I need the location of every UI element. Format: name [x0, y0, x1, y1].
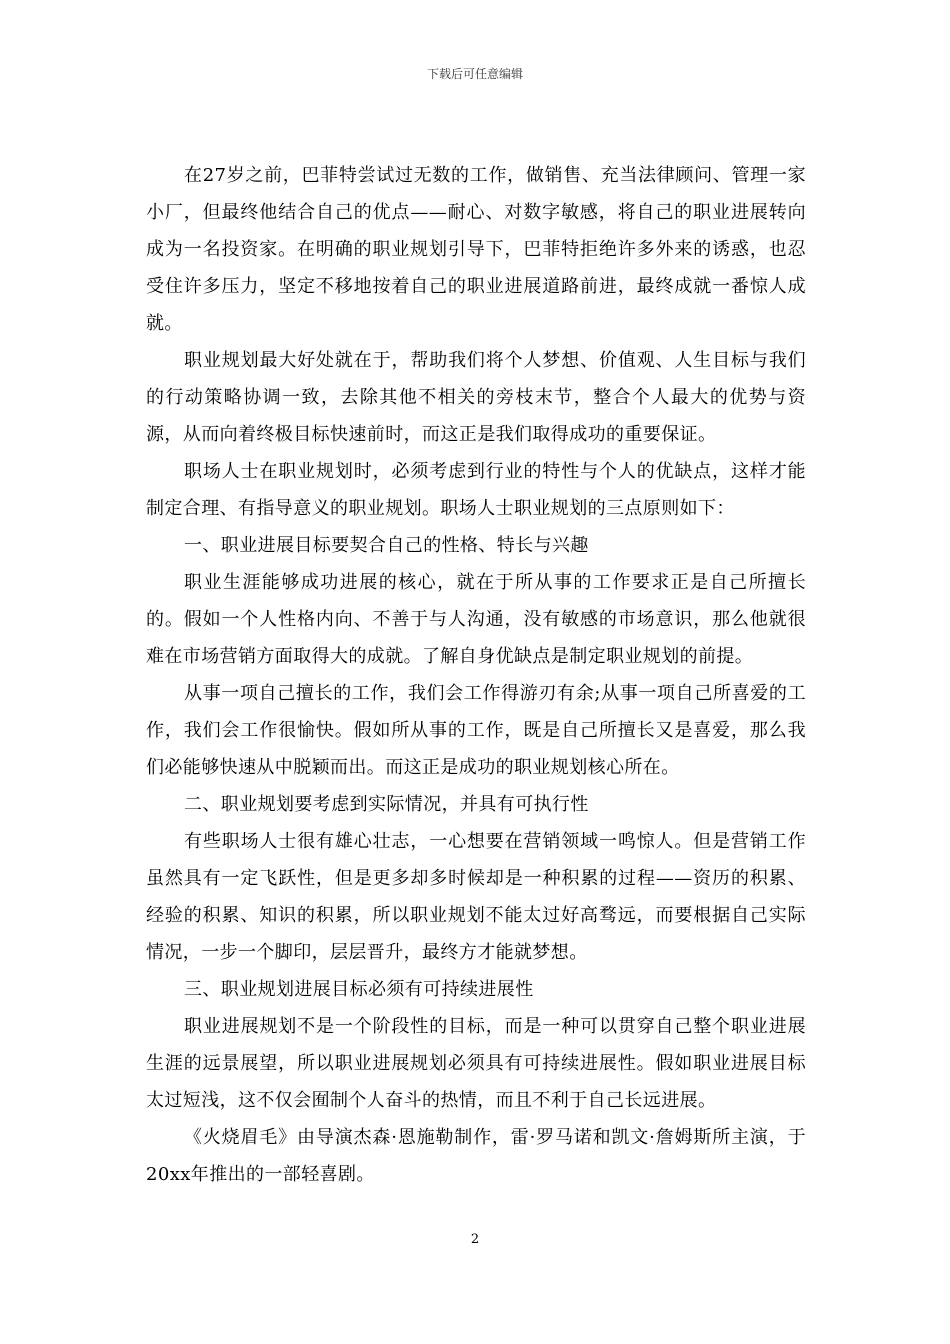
- paragraph-principles-intro: 职场人士在职业规划时，必须考虑到行业的特性与个人的优缺点，这样才能制定合理、有指导意义的职业规划。职场人士职业规划的三点原则如下：: [146, 461, 806, 519]
- paragraph-principle-1-b: 从事一项自己擅长的工作，我们会工作得游刃有余;从事一项自己所喜爱的工作，我们会工作很愉快。假如所从事的工作，既是自己所擅长又是喜爱，那么我们必能够快速从中脱颖而出。而这正是成功的职业规划核心所在。: [146, 683, 806, 778]
- heading-principle-1: 一、职业进展目标要契合自己的性格、特长与兴趣: [184, 535, 589, 556]
- paragraph-benefits: 职业规划最大好处就在于，帮助我们将个人梦想、价值观、人生目标与我们的行动策略协调一致，去除其他不相关的旁枝末节，整合个人最大的优势与资源，从而向着终极目标快速前时，而这正是我们取得成功的重要保证。: [146, 350, 806, 445]
- paragraph-principle-1-a: 职业生涯能够成功进展的核心，就在于所从事的工作要求正是自己所擅长的。假如一个人性格内向、不善于与人沟通，没有敏感的市场意识，那么他就很难在市场营销方面取得大的成就。了解自身优缺点是制定职业规划的前提。: [146, 572, 806, 667]
- paragraph-movie: 《火烧眉毛》由导演杰森·恩施勒制作，雷·罗马诺和凯文·詹姆斯所主演，于20xx年推出的一部轻喜剧。: [146, 1127, 806, 1185]
- heading-principle-2: 二、职业规划要考虑到实际情况，并具有可执行性: [184, 794, 589, 815]
- heading-principle-3: 三、职业规划进展目标必须有可持续进展性: [184, 979, 534, 1000]
- paragraph-buffett: 在27岁之前，巴菲特尝试过无数的工作，做销售、充当法律顾问、管理一家小厂，但最终他结合自己的优点——耐心、对数字敏感，将自己的职业进展转向成为一名投资家。在明确的职业规划引导下，巴菲特拒绝许多外来的诱惑，也忍受住许多压力，坚定不移地按着自己的职业进展道路前进，最终成就一番惊人成就。: [146, 165, 806, 334]
- page-number: 2: [470, 1232, 480, 1247]
- page-header: 下载后可任意编辑: [426, 67, 523, 81]
- paragraph-principle-2: 有些职场人士很有雄心壮志，一心想要在营销领域一鸣惊人。但是营销工作虽然具有一定飞跃性，但是更多却多时候却是一种积累的过程——资历的积累、经验的积累、知识的积累，所以职业规划不能太过好高骛远，而要根据自己实际情况，一步一个脚印，层层晋升，最终方才能就梦想。: [146, 831, 806, 963]
- document-body: [146, 157, 806, 1193]
- paragraph-principle-3: 职业进展规划不是一个阶段性的目标，而是一种可以贯穿自己整个职业进展生涯的远景展望，所以职业进展规划必须具有可持续进展性。假如职业进展目标太过短浅，这不仅会囿制个人奋斗的热情，而且不利于自己长远进展。: [146, 1016, 806, 1111]
